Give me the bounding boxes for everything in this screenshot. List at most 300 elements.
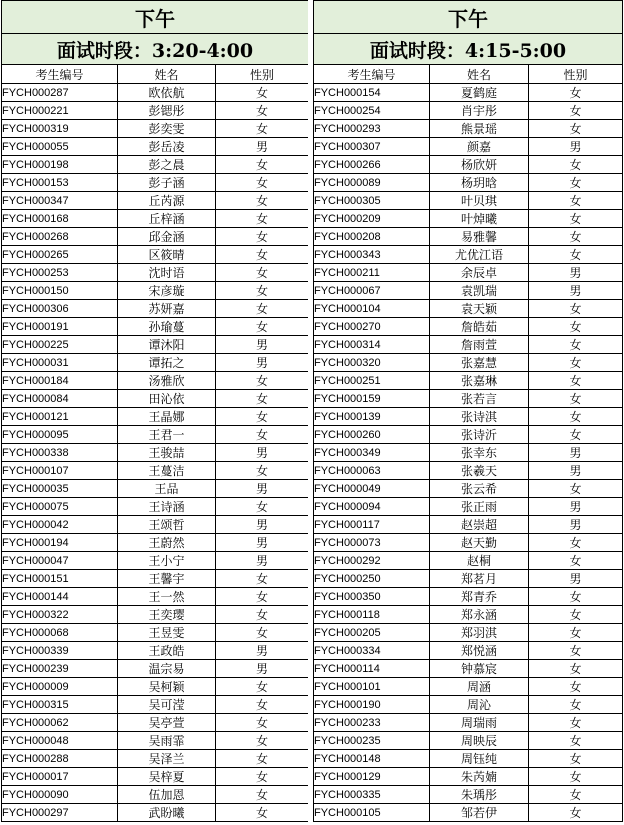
table-row: [2, 732, 309, 750]
gender-cell: 女: [529, 174, 623, 192]
name-cell: 汤雅欣: [118, 372, 216, 390]
name-cell: 周沁: [430, 696, 529, 714]
name-cell: 周涵: [430, 678, 529, 696]
exam-id-cell: FYCH000144: [2, 588, 118, 606]
gender-cell: 女: [529, 732, 623, 750]
gender-cell: 女: [216, 390, 309, 408]
name-cell: 郑悦涵: [430, 642, 529, 660]
exam-id-cell: FYCH000104: [314, 300, 430, 318]
name-cell: 周映辰: [430, 732, 529, 750]
left-schedule-table: [1, 0, 309, 822]
name-cell: 苏妍嘉: [118, 300, 216, 318]
name-cell: 杨玥晗: [430, 174, 529, 192]
name-cell: 袁天颖: [430, 300, 529, 318]
gender-cell: 女: [216, 156, 309, 174]
gender-cell: 女: [529, 624, 623, 642]
gender-cell: 女: [216, 228, 309, 246]
gender-cell: 女: [216, 498, 309, 516]
name-cell: 张正雨: [430, 498, 529, 516]
exam-id-cell: FYCH000047: [2, 552, 118, 570]
name-cell: 叶焯曦: [430, 210, 529, 228]
table-row: [314, 534, 623, 552]
gender-cell: 女: [216, 426, 309, 444]
table-row: [2, 588, 309, 606]
gender-cell: 女: [529, 210, 623, 228]
gender-cell: 女: [216, 192, 309, 210]
name-cell: 王昱雯: [118, 624, 216, 642]
name-cell: 叶贝琪: [430, 192, 529, 210]
table-row: [2, 678, 309, 696]
name-cell: 王晶娜: [118, 408, 216, 426]
exam-id-cell: FYCH000235: [314, 732, 430, 750]
exam-id-cell: FYCH000190: [314, 696, 430, 714]
exam-id-cell: FYCH000334: [314, 642, 430, 660]
name-cell: 尤优江语: [430, 246, 529, 264]
table-row: [314, 462, 623, 480]
exam-id-cell: FYCH000068: [2, 624, 118, 642]
exam-id-cell: FYCH000287: [2, 84, 118, 102]
name-cell: 吴亭萱: [118, 714, 216, 732]
exam-id-cell: FYCH000055: [2, 138, 118, 156]
gender-cell: 女: [529, 660, 623, 678]
exam-id-cell: FYCH000150: [2, 282, 118, 300]
gender-cell: 女: [216, 264, 309, 282]
exam-id-cell: FYCH000208: [314, 228, 430, 246]
exam-id-cell: FYCH000063: [314, 462, 430, 480]
exam-id-cell: FYCH000159: [314, 390, 430, 408]
gender-cell: 女: [529, 318, 623, 336]
table-row: [2, 804, 309, 822]
table-row: [314, 354, 623, 372]
exam-id-cell: FYCH000319: [2, 120, 118, 138]
gender-cell: 女: [216, 462, 309, 480]
exam-id-cell: FYCH000009: [2, 678, 118, 696]
gender-cell: 女: [216, 570, 309, 588]
name-cell: 王奕璎: [118, 606, 216, 624]
name-cell: 余辰卓: [430, 264, 529, 282]
exam-id-cell: FYCH000168: [2, 210, 118, 228]
table-row: [2, 786, 309, 804]
table-row: [314, 516, 623, 534]
table-row: [2, 516, 309, 534]
name-cell: 宋彦璇: [118, 282, 216, 300]
gender-cell: 女: [529, 588, 623, 606]
gender-cell: 男: [216, 138, 309, 156]
exam-id-cell: FYCH000184: [2, 372, 118, 390]
table-row: [2, 84, 309, 102]
exam-id-cell: FYCH000094: [314, 498, 430, 516]
name-cell: 王一然: [118, 588, 216, 606]
gender-cell: 女: [216, 102, 309, 120]
gender-cell: 女: [216, 768, 309, 786]
gender-cell: 女: [529, 642, 623, 660]
gender-cell: 女: [529, 354, 623, 372]
time-slot: 面试时段：3:20-4:00: [2, 34, 309, 65]
exam-id-cell: FYCH000205: [314, 624, 430, 642]
exam-id-cell: FYCH000297: [2, 804, 118, 822]
name-cell: 朱瑀彤: [430, 786, 529, 804]
table-row: [314, 480, 623, 498]
name-cell: 易雅馨: [430, 228, 529, 246]
exam-id-cell: FYCH000067: [314, 282, 430, 300]
name-cell: 张诗淇: [430, 408, 529, 426]
exam-id-cell: FYCH000335: [314, 786, 430, 804]
header-name: 姓名: [118, 65, 216, 84]
exam-id-cell: FYCH000049: [314, 480, 430, 498]
gender-cell: 女: [529, 552, 623, 570]
name-cell: 田沁依: [118, 390, 216, 408]
table-row: [314, 84, 623, 102]
exam-id-cell: FYCH000194: [2, 534, 118, 552]
name-cell: 彭子涵: [118, 174, 216, 192]
header-exam-id: 考生编号: [314, 65, 430, 84]
table-row: [314, 246, 623, 264]
table-row: [2, 498, 309, 516]
exam-id-cell: FYCH000307: [314, 138, 430, 156]
table-row: [314, 732, 623, 750]
name-cell: 袁凯瑞: [430, 282, 529, 300]
table-row: [314, 372, 623, 390]
name-cell: 王馨宇: [118, 570, 216, 588]
gender-cell: 女: [216, 408, 309, 426]
name-cell: 熊景瑶: [430, 120, 529, 138]
right-table-body: [314, 84, 623, 822]
table-row: [2, 282, 309, 300]
table-row: [314, 552, 623, 570]
name-cell: 王品: [118, 480, 216, 498]
exam-id-cell: FYCH000017: [2, 768, 118, 786]
table-row: [2, 138, 309, 156]
gender-cell: 女: [216, 372, 309, 390]
exam-id-cell: FYCH000073: [314, 534, 430, 552]
gender-cell: 男: [529, 462, 623, 480]
table-row: [314, 642, 623, 660]
exam-id-cell: FYCH000225: [2, 336, 118, 354]
exam-id-cell: FYCH000250: [314, 570, 430, 588]
gender-cell: 男: [216, 480, 309, 498]
table-row: [2, 156, 309, 174]
name-cell: 王骏喆: [118, 444, 216, 462]
gender-cell: 女: [216, 120, 309, 138]
table-row: [314, 228, 623, 246]
name-cell: 王政皓: [118, 642, 216, 660]
gender-cell: 女: [529, 480, 623, 498]
session-title: 下午: [314, 1, 623, 34]
name-cell: 张羲天: [430, 462, 529, 480]
name-cell: 吴可滢: [118, 696, 216, 714]
exam-id-cell: FYCH000139: [314, 408, 430, 426]
gender-cell: 女: [529, 786, 623, 804]
exam-id-cell: FYCH000090: [2, 786, 118, 804]
exam-id-cell: FYCH000305: [314, 192, 430, 210]
exam-id-cell: FYCH000347: [2, 192, 118, 210]
header-name: 姓名: [430, 65, 529, 84]
exam-id-cell: FYCH000095: [2, 426, 118, 444]
table-row: [314, 678, 623, 696]
table-row: [314, 750, 623, 768]
table-row: [314, 282, 623, 300]
name-cell: 吴柯颖: [118, 678, 216, 696]
table-row: [314, 336, 623, 354]
name-cell: 赵桐: [430, 552, 529, 570]
gender-cell: 女: [529, 246, 623, 264]
table-row: [2, 480, 309, 498]
gender-cell: 女: [216, 750, 309, 768]
name-cell: 温宗易: [118, 660, 216, 678]
name-cell: 谭沐阳: [118, 336, 216, 354]
table-row: [2, 642, 309, 660]
exam-id-cell: FYCH000154: [314, 84, 430, 102]
exam-id-cell: FYCH000293: [314, 120, 430, 138]
name-cell: 彭岳凌: [118, 138, 216, 156]
gender-cell: 女: [529, 156, 623, 174]
exam-id-cell: FYCH000233: [314, 714, 430, 732]
exam-id-cell: FYCH000338: [2, 444, 118, 462]
gender-cell: 女: [529, 408, 623, 426]
gender-cell: 女: [529, 606, 623, 624]
table-row: [314, 444, 623, 462]
table-row: [314, 588, 623, 606]
table-row: [2, 444, 309, 462]
table-row: [2, 534, 309, 552]
name-cell: 王颂哲: [118, 516, 216, 534]
gender-cell: 男: [216, 534, 309, 552]
name-cell: 王蔚然: [118, 534, 216, 552]
table-row: [314, 318, 623, 336]
table-row: [2, 264, 309, 282]
name-cell: 谭拓之: [118, 354, 216, 372]
exam-id-cell: FYCH000148: [314, 750, 430, 768]
gender-cell: 女: [216, 300, 309, 318]
gender-cell: 男: [216, 660, 309, 678]
table-row: [2, 696, 309, 714]
name-cell: 沈时语: [118, 264, 216, 282]
table-row: [314, 660, 623, 678]
name-cell: 王诗涵: [118, 498, 216, 516]
gender-cell: 男: [216, 336, 309, 354]
table-row: [2, 174, 309, 192]
exam-id-cell: FYCH000042: [2, 516, 118, 534]
exam-id-cell: FYCH000048: [2, 732, 118, 750]
gender-cell: 男: [216, 642, 309, 660]
table-row: [314, 768, 623, 786]
gender-cell: 女: [529, 336, 623, 354]
name-cell: 肖宇彤: [430, 102, 529, 120]
exam-id-cell: FYCH000107: [2, 462, 118, 480]
name-cell: 伍加恩: [118, 786, 216, 804]
exam-id-cell: FYCH000266: [314, 156, 430, 174]
table-row: [2, 192, 309, 210]
exam-id-cell: FYCH000075: [2, 498, 118, 516]
exam-id-cell: FYCH000270: [314, 318, 430, 336]
right-schedule-table: [313, 0, 623, 822]
exam-id-cell: FYCH000121: [2, 408, 118, 426]
table-row: [2, 624, 309, 642]
table-row: [314, 264, 623, 282]
table-row: [314, 498, 623, 516]
table-row: [314, 714, 623, 732]
name-cell: 彭之晨: [118, 156, 216, 174]
table-row: [2, 426, 309, 444]
table-row: [2, 606, 309, 624]
gender-cell: 女: [216, 210, 309, 228]
name-cell: 区筱晴: [118, 246, 216, 264]
table-row: [2, 390, 309, 408]
table-row: [314, 804, 623, 822]
gender-cell: 女: [529, 678, 623, 696]
gender-cell: 女: [216, 282, 309, 300]
table-row: [314, 426, 623, 444]
table-row: [314, 390, 623, 408]
table-row: [2, 336, 309, 354]
table-row: [2, 768, 309, 786]
table-row: [2, 210, 309, 228]
exam-id-cell: FYCH000251: [314, 372, 430, 390]
table-row: [314, 102, 623, 120]
gender-cell: 男: [529, 516, 623, 534]
gender-cell: 女: [529, 228, 623, 246]
exam-id-cell: FYCH000254: [314, 102, 430, 120]
exam-id-cell: FYCH000265: [2, 246, 118, 264]
table-row: [2, 552, 309, 570]
gender-cell: 女: [216, 318, 309, 336]
name-cell: 夏鹤庭: [430, 84, 529, 102]
exam-id-cell: FYCH000191: [2, 318, 118, 336]
exam-id-cell: FYCH000221: [2, 102, 118, 120]
session-title: 下午: [2, 1, 309, 34]
exam-id-cell: FYCH000343: [314, 246, 430, 264]
name-cell: 吴梓夏: [118, 768, 216, 786]
gender-cell: 女: [529, 534, 623, 552]
name-cell: 杨欣妍: [430, 156, 529, 174]
gender-cell: 女: [529, 714, 623, 732]
exam-id-cell: FYCH000315: [2, 696, 118, 714]
exam-id-cell: FYCH000198: [2, 156, 118, 174]
table-row: [2, 570, 309, 588]
exam-id-cell: FYCH000089: [314, 174, 430, 192]
exam-id-cell: FYCH000268: [2, 228, 118, 246]
gender-cell: 女: [529, 768, 623, 786]
table-row: [2, 372, 309, 390]
exam-id-cell: FYCH000239: [2, 660, 118, 678]
table-row: [2, 660, 309, 678]
gender-cell: 男: [529, 570, 623, 588]
name-cell: 詹雨萱: [430, 336, 529, 354]
header-gender: 性别: [216, 65, 309, 84]
table-row: [2, 246, 309, 264]
table-row: [2, 120, 309, 138]
exam-id-cell: FYCH000114: [314, 660, 430, 678]
gender-cell: 女: [216, 246, 309, 264]
header-exam-id: 考生编号: [2, 65, 118, 84]
exam-id-cell: FYCH000320: [314, 354, 430, 372]
exam-id-cell: FYCH000314: [314, 336, 430, 354]
exam-id-cell: FYCH000260: [314, 426, 430, 444]
table-row: [2, 750, 309, 768]
name-cell: 张嘉慧: [430, 354, 529, 372]
exam-id-cell: FYCH000339: [2, 642, 118, 660]
exam-id-cell: FYCH000084: [2, 390, 118, 408]
exam-id-cell: FYCH000151: [2, 570, 118, 588]
gender-cell: 女: [216, 714, 309, 732]
name-cell: 吴雨霏: [118, 732, 216, 750]
name-cell: 欧依航: [118, 84, 216, 102]
gender-cell: 女: [529, 300, 623, 318]
gender-cell: 男: [529, 498, 623, 516]
name-cell: 周钰纯: [430, 750, 529, 768]
name-cell: 彭锶彤: [118, 102, 216, 120]
gender-cell: 女: [529, 120, 623, 138]
gender-cell: 女: [529, 804, 623, 822]
exam-id-cell: FYCH000306: [2, 300, 118, 318]
exam-id-cell: FYCH000129: [314, 768, 430, 786]
table-row: [314, 300, 623, 318]
gender-cell: 女: [529, 696, 623, 714]
exam-id-cell: FYCH000117: [314, 516, 430, 534]
table-row: [2, 318, 309, 336]
exam-id-cell: FYCH000350: [314, 588, 430, 606]
gender-cell: 女: [529, 750, 623, 768]
gender-cell: 女: [216, 804, 309, 822]
name-cell: 郑羽淇: [430, 624, 529, 642]
gender-cell: 男: [216, 444, 309, 462]
table-row: [2, 300, 309, 318]
gender-cell: 女: [529, 192, 623, 210]
gender-cell: 男: [529, 444, 623, 462]
exam-id-cell: FYCH000292: [314, 552, 430, 570]
table-row: [314, 696, 623, 714]
gender-cell: 男: [216, 552, 309, 570]
name-cell: 周瑞雨: [430, 714, 529, 732]
name-cell: 朱芮婻: [430, 768, 529, 786]
name-cell: 张云希: [430, 480, 529, 498]
name-cell: 彭奕雯: [118, 120, 216, 138]
name-cell: 邱金涵: [118, 228, 216, 246]
table-row: [2, 714, 309, 732]
gender-cell: 男: [529, 264, 623, 282]
name-cell: 吴泽兰: [118, 750, 216, 768]
table-row: [314, 156, 623, 174]
name-cell: 赵崇超: [430, 516, 529, 534]
name-cell: 张诗沂: [430, 426, 529, 444]
name-cell: 孙瑜蔓: [118, 318, 216, 336]
exam-id-cell: FYCH000209: [314, 210, 430, 228]
gender-cell: 女: [216, 696, 309, 714]
exam-id-cell: FYCH000322: [2, 606, 118, 624]
time-slot: 面试时段：4:15-5:00: [314, 34, 623, 65]
table-row: [314, 570, 623, 588]
name-cell: 张幸东: [430, 444, 529, 462]
exam-id-cell: FYCH000349: [314, 444, 430, 462]
exam-id-cell: FYCH000118: [314, 606, 430, 624]
name-cell: 钟慕宸: [430, 660, 529, 678]
gender-cell: 女: [216, 624, 309, 642]
table-row: [314, 786, 623, 804]
name-cell: 丘梓涵: [118, 210, 216, 228]
table-row: [2, 408, 309, 426]
gender-cell: 女: [216, 174, 309, 192]
gender-cell: 男: [216, 516, 309, 534]
table-row: [2, 102, 309, 120]
table-row: [314, 408, 623, 426]
name-cell: 王蔓洁: [118, 462, 216, 480]
table-row: [314, 120, 623, 138]
gender-cell: 女: [216, 84, 309, 102]
name-cell: 郑青乔: [430, 588, 529, 606]
gender-cell: 女: [216, 588, 309, 606]
name-cell: 邹若伊: [430, 804, 529, 822]
name-cell: 詹皓茹: [430, 318, 529, 336]
